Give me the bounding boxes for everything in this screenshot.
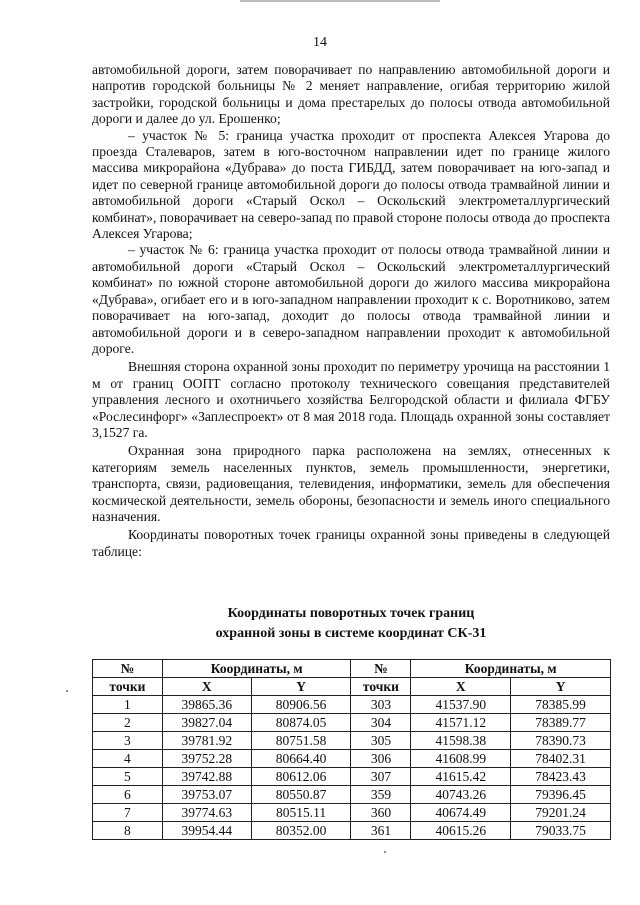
- cell-y-right: 79201.24: [511, 804, 611, 822]
- cell-x-right: 40743.26: [411, 786, 511, 804]
- table-header-row-2: [93, 678, 611, 696]
- cell-y-right: 78389.77: [511, 714, 611, 732]
- cell-y-left: 80612.06: [251, 768, 351, 786]
- table-row: [93, 768, 611, 786]
- cell-x-right: 40615.26: [411, 822, 511, 840]
- scan-speck: [66, 690, 68, 692]
- cell-x-left: 39753.07: [162, 786, 251, 804]
- cell-point-right: 361: [351, 822, 411, 840]
- cell-y-right: 78402.31: [511, 750, 611, 768]
- cell-point-right: 306: [351, 750, 411, 768]
- cell-point-left: 8: [93, 822, 163, 840]
- paragraph-continuation: автомобильной дороги, затем поворачивает по направлению автомобильной дороги и напротив городской больницы № 2 меняет направление, огибая территорию жилой застройки, городской больницы и дома престарелых до полосы отвода автомобильной дороги и далее до ул. Ерошенко;: [92, 62, 610, 127]
- header-coords-left: Координаты, м: [162, 660, 351, 678]
- cell-y-left: 80664.40: [251, 750, 351, 768]
- cell-x-left: 39742.88: [162, 768, 251, 786]
- cell-x-left: 39954.44: [162, 822, 251, 840]
- table-row: [93, 732, 611, 750]
- cell-point-right: 305: [351, 732, 411, 750]
- cell-x-right: 41537.90: [411, 696, 511, 714]
- paragraph-section-5: – участок № 5: граница участка проходит от проспекта Алексея Угарова до проезда Сталеваров, затем в юго-восточном направлении идет по границе жилого массива микрорайона «Дубрава» до поста ГИБДД, затем поворачивает на юго-запад и идет по северной границе автомобильной дороги до полосы отвода трамвайной линии и автомобильной дороги «Старый Оскол – Оскольский электрометаллургический комбинат», поворачивает на северо-запад по правой стороне полосы отвода до проспекта Алексея Угарова;: [92, 127, 610, 242]
- cell-point-right: 303: [351, 696, 411, 714]
- cell-y-right: 79396.45: [511, 786, 611, 804]
- table-row: [93, 714, 611, 732]
- cell-x-left: 39827.04: [162, 714, 251, 732]
- cell-x-left: 39752.28: [162, 750, 251, 768]
- header-y-left: Y: [251, 678, 351, 696]
- cell-point-left: 2: [93, 714, 163, 732]
- body-text: [92, 62, 610, 560]
- scan-speck: [384, 851, 386, 853]
- cell-y-left: 80751.58: [251, 732, 351, 750]
- page-number: 14: [313, 35, 327, 50]
- table-row: [93, 750, 611, 768]
- table-header-row-1: [93, 660, 611, 678]
- cell-point-left: 3: [93, 732, 163, 750]
- table-row: [93, 822, 611, 840]
- cell-x-right: 41615.42: [411, 768, 511, 786]
- cell-y-right: 78390.73: [511, 732, 611, 750]
- cell-x-right: 40674.49: [411, 804, 511, 822]
- cell-x-right: 41571.12: [411, 714, 511, 732]
- paragraph-land-categories: Охранная зона природного парка расположена на землях, отнесенных к категориям земель населенных пунктов, земель промышленности, энергетики, транспорта, связи, радиовещания, телевидения, информатики, земель для обеспечения космической деятельности, земель обороны, безопасности и земель иного специального назначения.: [92, 443, 610, 524]
- header-x-left: X: [162, 678, 251, 696]
- cell-point-left: 5: [93, 768, 163, 786]
- paragraph-section-6: – участок № 6: граница участка проходит от полосы отвода трамвайной линии и автомобильной дороги «Старый Оскол – Оскольский электрометаллургический комбинат» по южной стороне автомобильной дороги до жилого массива микрорайона «Дубрава», огибает его и в юго-западном направлении проходит к с. Воротниково, затем поворачивает на юго-запад, доходит до полосы отвода трамвайной линии и автомобильной дороги и в северо-западном направлении проходит к автомобильной дороге.: [92, 242, 610, 356]
- cell-x-left: 39781.92: [162, 732, 251, 750]
- header-no-left: №: [93, 660, 163, 678]
- cell-y-left: 80515.11: [251, 804, 351, 822]
- cell-y-left: 80874.05: [251, 714, 351, 732]
- paragraph-outer-boundary: Внешняя сторона охранной зоны проходит по периметру урочища на расстоянии 1 м от границ ООПТ согласно протоколу технического совещания представителей управления лесного и охотничьего хозяйства Белгородской области и филиала ФГБУ «Рослесинфорг» «Заплеспроект» от 8 мая 2018 года. Площадь охранной зоны составляет 3,1527 га.: [92, 359, 610, 440]
- table-title-line-2: охранной зоны в системе координат СК-31: [215, 626, 487, 641]
- cell-point-left: 1: [93, 696, 163, 714]
- cell-y-left: 80906.56: [251, 696, 351, 714]
- scan-top-edge: [240, 0, 440, 2]
- cell-point-left: 7: [93, 804, 163, 822]
- cell-y-right: 78385.99: [511, 696, 611, 714]
- cell-point-left: 6: [93, 786, 163, 804]
- cell-y-right: 78423.43: [511, 768, 611, 786]
- cell-y-right: 79033.75: [511, 822, 611, 840]
- header-coords-right: Координаты, м: [411, 660, 611, 678]
- paragraph-coordinates-intro: Координаты поворотных точек границы охранной зоны приведены в следующей таблице:: [92, 527, 610, 559]
- cell-x-left: 39865.36: [162, 696, 251, 714]
- table-title-line-1: Координаты поворотных точек границ: [227, 606, 475, 621]
- coordinates-table: [92, 659, 611, 840]
- cell-point-left: 4: [93, 750, 163, 768]
- header-x-right: X: [411, 678, 511, 696]
- table-row: [93, 696, 611, 714]
- cell-x-right: 41598.38: [411, 732, 511, 750]
- cell-y-left: 80550.87: [251, 786, 351, 804]
- table-row: [93, 804, 611, 822]
- cell-x-right: 41608.99: [411, 750, 511, 768]
- header-points-right: точки: [351, 678, 411, 696]
- table-row: [93, 786, 611, 804]
- header-y-right: Y: [511, 678, 611, 696]
- cell-point-right: 360: [351, 804, 411, 822]
- header-no-right: №: [351, 660, 411, 678]
- cell-x-left: 39774.63: [162, 804, 251, 822]
- cell-point-right: 304: [351, 714, 411, 732]
- cell-y-left: 80352.00: [251, 822, 351, 840]
- cell-point-right: 359: [351, 786, 411, 804]
- cell-point-right: 307: [351, 768, 411, 786]
- table-title: [92, 604, 610, 644]
- header-points-left: точки: [93, 678, 163, 696]
